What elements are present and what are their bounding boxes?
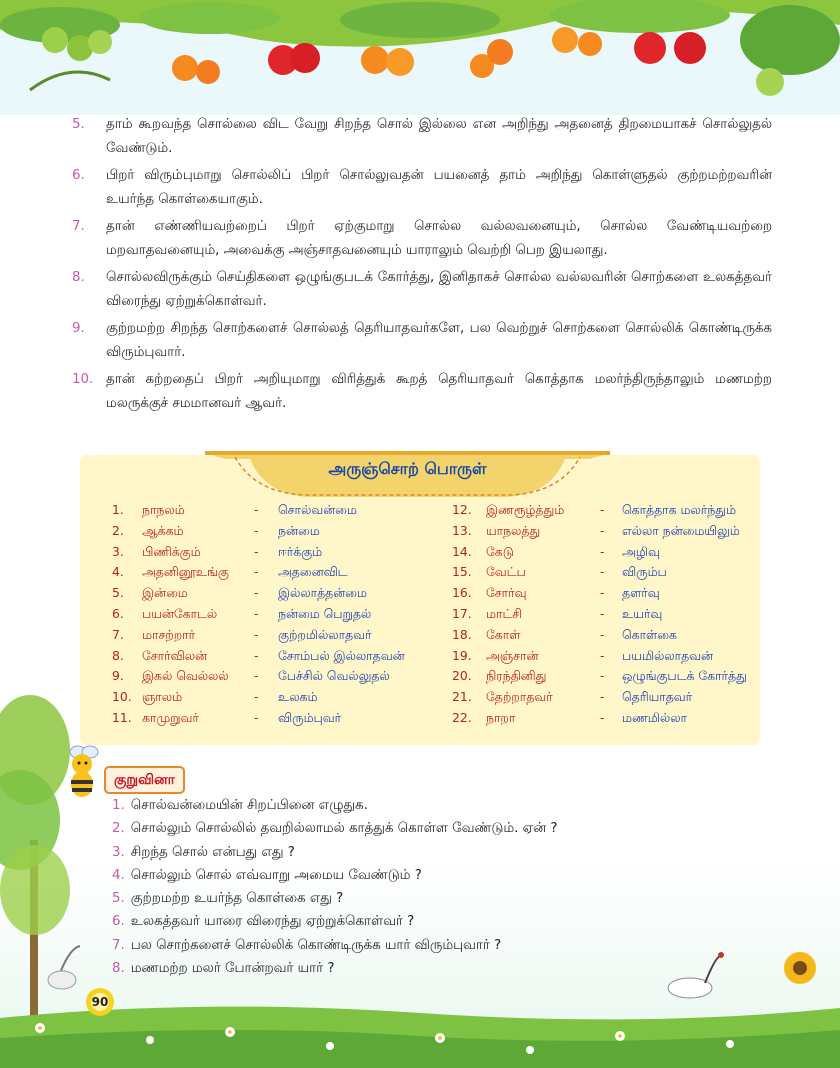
point-number: 10.: [72, 372, 94, 387]
vocab-meaning: நன்மை பெறுதல்: [278, 605, 372, 621]
vocab-number: 16.: [452, 585, 472, 601]
point-number: 9.: [72, 321, 85, 336]
question-text: சொல்லும் சொல் எவ்வாறு அமைய வேண்டும் ?: [130, 867, 422, 883]
vocab-number: 15.: [452, 564, 472, 580]
vocab-row: [452, 521, 747, 542]
point-item: [72, 317, 772, 365]
vocab-number: 7.: [112, 626, 124, 642]
page-number: 90: [91, 995, 109, 1009]
vocab-number: 17.: [452, 605, 472, 621]
vocab-dash: -: [600, 522, 605, 538]
vocab-row: [80, 583, 405, 604]
question-number: 5.: [112, 891, 125, 907]
vocab-meaning: தளர்வு: [622, 585, 660, 601]
vocab-dash: -: [254, 522, 259, 538]
vocab-number: 6.: [112, 605, 124, 621]
vocab-word: தேற்றாதவர்: [486, 689, 553, 705]
vocab-word: நிரந்தினிது: [486, 668, 547, 684]
vocab-number: 13.: [452, 522, 472, 538]
vocab-dash: -: [600, 585, 605, 601]
vocab-meaning: ஈர்க்கும்: [278, 543, 323, 559]
question-text: சொல்வன்மையின் சிறப்பினை எழுதுக.: [130, 798, 368, 813]
vocab-row: [452, 562, 747, 583]
vocab-number: 14.: [452, 543, 472, 559]
point-item: [72, 266, 772, 314]
vocab-dash: -: [600, 668, 605, 684]
point-text: குற்றமற்ற சிறந்த சொற்களைச் சொல்லத் தெரியாதவர்களே, பல வெற்றுச் சொற்களை சொல்லிக் கொண்டிருக்க விரும்புவார்.: [106, 321, 772, 360]
question-text: சிறந்த சொல் என்பது எது ?: [130, 844, 295, 860]
point-text: தாம் கூறவந்த சொல்லை விட வேறு சிறந்த சொல் இல்லை என அறிந்து அதனைத் திறமையாகச் சொல்லுதல் வேண்டும்.: [106, 117, 772, 156]
vocab-number: 5.: [112, 585, 124, 601]
vocabulary-left-column: [80, 500, 405, 729]
question-text: சொல்லும் சொல்லில் தவறில்லாமல் காத்துக் கொள்ள வேண்டும். ஏன் ?: [130, 821, 558, 837]
vocab-meaning: கொள்கை: [622, 626, 677, 642]
point-number: 7.: [72, 219, 85, 234]
vocab-dash: -: [254, 626, 259, 642]
vocab-row: [80, 562, 405, 583]
vocab-dash: -: [600, 605, 605, 621]
vocab-number: 8.: [112, 647, 124, 663]
question-text: உலகத்தவர் யாரை விரைந்து ஏற்றுக்கொள்வர் ?: [130, 914, 415, 930]
question-item: [112, 817, 557, 840]
question-number: 4.: [112, 867, 125, 883]
grass-flowers-footer: [0, 928, 840, 1068]
vocab-meaning: விரும்ப: [622, 564, 667, 580]
bee-mascot-icon: [60, 742, 104, 800]
vocab-word: இன்மை: [142, 585, 188, 601]
vocab-meaning: சோம்பல் இல்லாதவன்: [278, 647, 405, 663]
vocab-dash: -: [600, 689, 605, 705]
question-number: 3.: [112, 844, 125, 860]
vocab-number: 1.: [112, 502, 124, 517]
vocab-meaning: நன்மை: [278, 522, 320, 538]
vocab-word: சோர்வு: [486, 585, 527, 601]
point-item: [72, 368, 772, 416]
vocab-word: நாநலம்: [142, 502, 185, 517]
vocab-number: 11.: [112, 709, 132, 725]
point-item: [72, 215, 772, 263]
vocab-word: அதனினூஉங்கு: [142, 564, 229, 580]
vocab-row: [80, 500, 405, 521]
vocab-word: நாறா: [486, 709, 516, 725]
question-item: [112, 864, 557, 887]
vocab-meaning: ஒழுங்குபடக் கோர்த்து: [622, 668, 747, 684]
vocab-meaning: அதனைவிட: [278, 564, 348, 580]
question-text: பல சொற்களைச் சொல்லிக் கொண்டிருக்க யார் விரும்புவார் ?: [130, 937, 502, 953]
vocab-meaning: தெரியாதவர்: [622, 689, 693, 705]
vocab-meaning: பயமில்லாதவன்: [622, 647, 714, 663]
vocab-number: 4.: [112, 564, 124, 580]
vocab-word: மாட்சி: [486, 605, 523, 621]
vocab-dash: -: [254, 564, 259, 580]
vocabulary-right-column: [452, 500, 747, 729]
vocab-word: பயன்கோடல்: [142, 605, 218, 621]
vocab-number: 20.: [452, 668, 472, 684]
question-item: [112, 887, 557, 910]
vocab-dash: -: [254, 585, 259, 601]
vocab-number: 3.: [112, 543, 124, 559]
point-text: தான் கற்றதைப் பிறர் அறியுமாறு விரித்துக் கூறத் தெரியாதவர் கொத்தாக மலர்ந்திருந்தாலும் மணமற்ற மலருக்குச் சமமானவர் ஆவர்.: [106, 372, 772, 411]
vocab-number: 12.: [452, 502, 472, 517]
question-number: 6.: [112, 914, 125, 930]
quiz-heading: குறுவினா: [104, 766, 185, 794]
vocab-word: அஞ்சான்: [486, 647, 539, 663]
question-number: 8.: [112, 961, 125, 977]
question-item: [112, 794, 557, 817]
vocab-word: சோர்விலன்: [142, 647, 208, 663]
question-text: குற்றமற்ற உயர்ந்த கொள்கை எது ?: [130, 891, 344, 907]
vocab-number: 2.: [112, 522, 124, 538]
vocab-dash: -: [254, 709, 259, 725]
vocab-dash: -: [600, 647, 605, 663]
vocab-meaning: மணமில்லா: [622, 709, 687, 725]
vocab-row: [452, 625, 747, 646]
vocab-row: [80, 521, 405, 542]
vocab-meaning: இல்லாத்தன்மை: [278, 585, 367, 601]
vocab-meaning: விரும்புவர்: [278, 709, 342, 725]
point-item: [72, 113, 772, 161]
question-item: [112, 841, 557, 864]
vocab-word: பிணிக்கும்: [142, 543, 201, 559]
vocab-row: [452, 666, 747, 687]
vocab-number: 19.: [452, 647, 472, 663]
vocab-row: [80, 542, 405, 563]
point-number: 6.: [72, 168, 85, 183]
vocab-word: கோள்: [486, 626, 521, 642]
vocab-row: [452, 583, 747, 604]
vocab-meaning: உலகம்: [278, 689, 318, 705]
vocab-row: [80, 687, 405, 708]
vocab-row: [80, 604, 405, 625]
fruit-leaf-banner: [0, 0, 840, 115]
explanation-points: [72, 113, 772, 419]
point-number: 5.: [72, 117, 85, 132]
vocab-word: கேடு: [486, 543, 514, 559]
vocab-number: 22.: [452, 709, 472, 725]
vocab-meaning: கொத்தாக மலர்ந்தும்: [622, 502, 736, 517]
question-number: 1.: [112, 798, 125, 813]
vocab-row: [80, 666, 405, 687]
vocab-number: 21.: [452, 689, 472, 705]
point-text: பிறர் விரும்புமாறு சொல்லிப் பிறர் சொல்லுவதன் பயனைத் தாம் அறிந்து கொள்ளுதல் குற்றமற்றவரின் உயர்ந்த கொள்கையாகும்.: [106, 168, 772, 207]
vocab-row: [80, 646, 405, 667]
vocab-meaning: பேச்சில் வெல்லுதல்: [278, 668, 390, 684]
vocab-meaning: அழிவு: [622, 543, 660, 559]
vocab-row: [452, 542, 747, 563]
question-number: 2.: [112, 821, 125, 837]
vocab-row: [452, 687, 747, 708]
vocab-dash: -: [254, 689, 259, 705]
vocab-dash: -: [254, 543, 259, 559]
vocab-dash: -: [600, 709, 605, 725]
vocab-number: 9.: [112, 668, 124, 684]
vocab-meaning: எல்லா நன்மையிலும்: [622, 522, 740, 538]
vocab-word: காமுறுவர்: [142, 709, 199, 725]
vocab-dash: -: [600, 626, 605, 642]
vocab-row: [452, 646, 747, 667]
vocab-word: இணரூழ்த்தும்: [486, 502, 565, 517]
vocab-row: [452, 708, 747, 729]
point-text: தான் எண்ணியவற்றைப் பிறர் ஏற்குமாறு சொல்ல வல்லவனையும், சொல்ல வேண்டியவற்றை மறவாதவனையும், அவைக்கு அஞ்சாதவனையும் யாராலும் வெற்றி பெற இயலாது.: [106, 219, 772, 258]
vocab-word: இகல் வெல்லல்: [142, 668, 229, 684]
vocab-word: யாநலத்து: [486, 522, 541, 538]
vocab-row: [452, 500, 747, 521]
vocab-dash: -: [600, 502, 605, 517]
question-number: 7.: [112, 937, 125, 953]
vocab-meaning: உயர்வு: [622, 605, 663, 621]
vocab-word: மாசற்றார்: [142, 626, 196, 642]
vocab-dash: -: [254, 605, 259, 621]
vocab-dash: -: [254, 502, 259, 517]
point-text: சொல்லவிருக்கும் செய்திகளை ஒழுங்குபடக் கோர்த்து, இனிதாகச் சொல்ல வல்லவரின் சொற்களை உலகத்தவர் விரைந்து ஏற்றுக்கொள்வர்.: [106, 270, 772, 309]
vocab-dash: -: [254, 668, 259, 684]
vocab-word: ஞாலம்: [142, 689, 183, 705]
vocab-meaning: குற்றமில்லாதவர்: [278, 626, 372, 642]
vocab-dash: -: [600, 564, 605, 580]
vocab-word: வேட்ப: [486, 564, 526, 580]
vocab-number: 18.: [452, 626, 472, 642]
vocabulary-title: அருஞ்சொற் பொருள்: [328, 459, 487, 478]
vocab-row: [452, 604, 747, 625]
vocab-dash: -: [254, 647, 259, 663]
vocab-dash: -: [600, 543, 605, 559]
point-item: [72, 164, 772, 212]
vocab-word: ஆக்கம்: [142, 522, 184, 538]
vocab-row: [80, 625, 405, 646]
vocab-meaning: சொல்வன்மை: [278, 502, 357, 517]
vocab-row: [80, 708, 405, 729]
question-text: மணமற்ற மலர் போன்றவர் யார் ?: [130, 961, 335, 977]
vocab-number: 10.: [112, 689, 132, 705]
point-number: 8.: [72, 270, 85, 285]
